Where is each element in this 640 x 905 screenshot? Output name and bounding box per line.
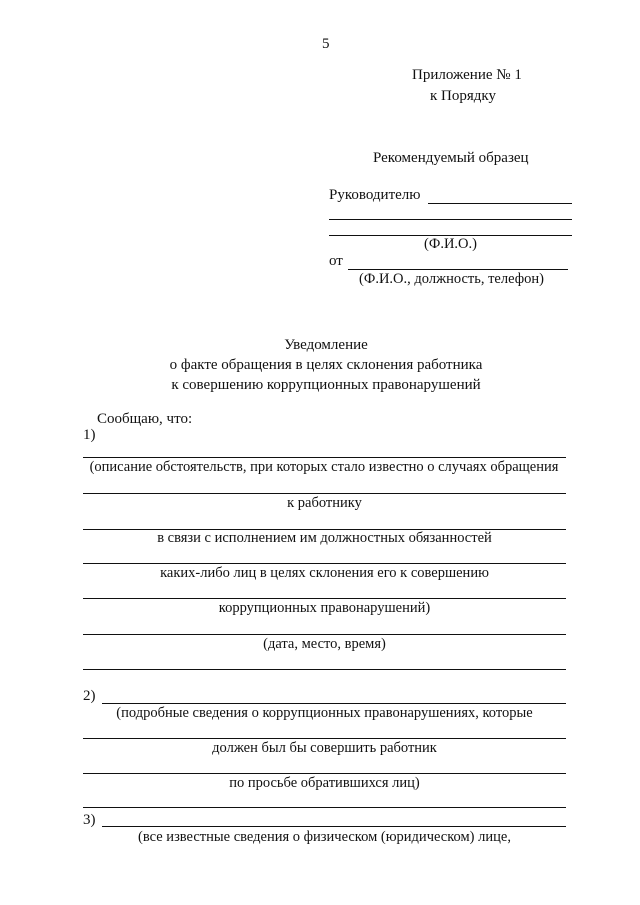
appendix-line-1: Приложение № 1	[412, 67, 522, 83]
section-3-caption-1: (все известные сведения о физическом (юридическом) лице,	[138, 829, 511, 845]
section-1-line-1	[83, 457, 566, 458]
section-2-caption-2: должен был бы совершить работник	[212, 740, 437, 756]
section-1-line-4	[83, 563, 566, 564]
to-line-2	[329, 219, 572, 220]
to-label: Руководителю	[329, 187, 421, 203]
section-1-line-7	[83, 669, 566, 670]
section-2-caption-1: (подробные сведения о коррупционных правонарушениях, которые	[116, 705, 533, 721]
title-line-2: о факте обращения в целях склонения работника	[169, 357, 483, 373]
from-label: от	[329, 253, 343, 269]
section-2-line-3	[83, 773, 566, 774]
title-line-1: Уведомление	[284, 337, 368, 353]
to-name-line	[428, 203, 572, 204]
section-1-line-5	[83, 598, 566, 599]
title-line-3: к совершению коррупционных правонарушений	[171, 377, 481, 393]
fio-caption: (Ф.И.О.)	[424, 236, 477, 252]
from-line	[348, 269, 568, 270]
from-caption: (Ф.И.О., должность, телефон)	[359, 271, 544, 287]
appendix-line-2: к Порядку	[430, 88, 496, 104]
section-1-line-6	[83, 634, 566, 635]
section-3-line-1	[102, 826, 566, 827]
sample-label: Рекомендуемый образец	[373, 150, 529, 166]
section-1-caption-1: (описание обстоятельств, при которых стало известно о случаях обращения	[89, 459, 559, 475]
intro-text: Сообщаю, что:	[97, 411, 193, 427]
section-2-line-1	[102, 703, 566, 704]
section-2-number: 2)	[83, 688, 96, 704]
section-2-caption-3: по просьбе обратившихся лиц)	[229, 775, 420, 791]
section-2-line-4	[83, 807, 566, 808]
section-1-caption-2: к работнику	[287, 495, 362, 511]
section-2-line-2	[83, 738, 566, 739]
section-1-caption-6: (дата, место, время)	[263, 636, 386, 652]
section-1-line-2	[83, 493, 566, 494]
section-3-number: 3)	[83, 812, 96, 828]
page-number: 5	[322, 36, 330, 52]
section-1-caption-4: каких-либо лиц в целях склонения его к совершению	[160, 565, 489, 581]
section-1-number: 1)	[83, 427, 96, 443]
section-1-caption-3: в связи с исполнением им должностных обязанностей	[157, 530, 492, 546]
section-1-caption-5: коррупционных правонарушений)	[218, 600, 431, 616]
